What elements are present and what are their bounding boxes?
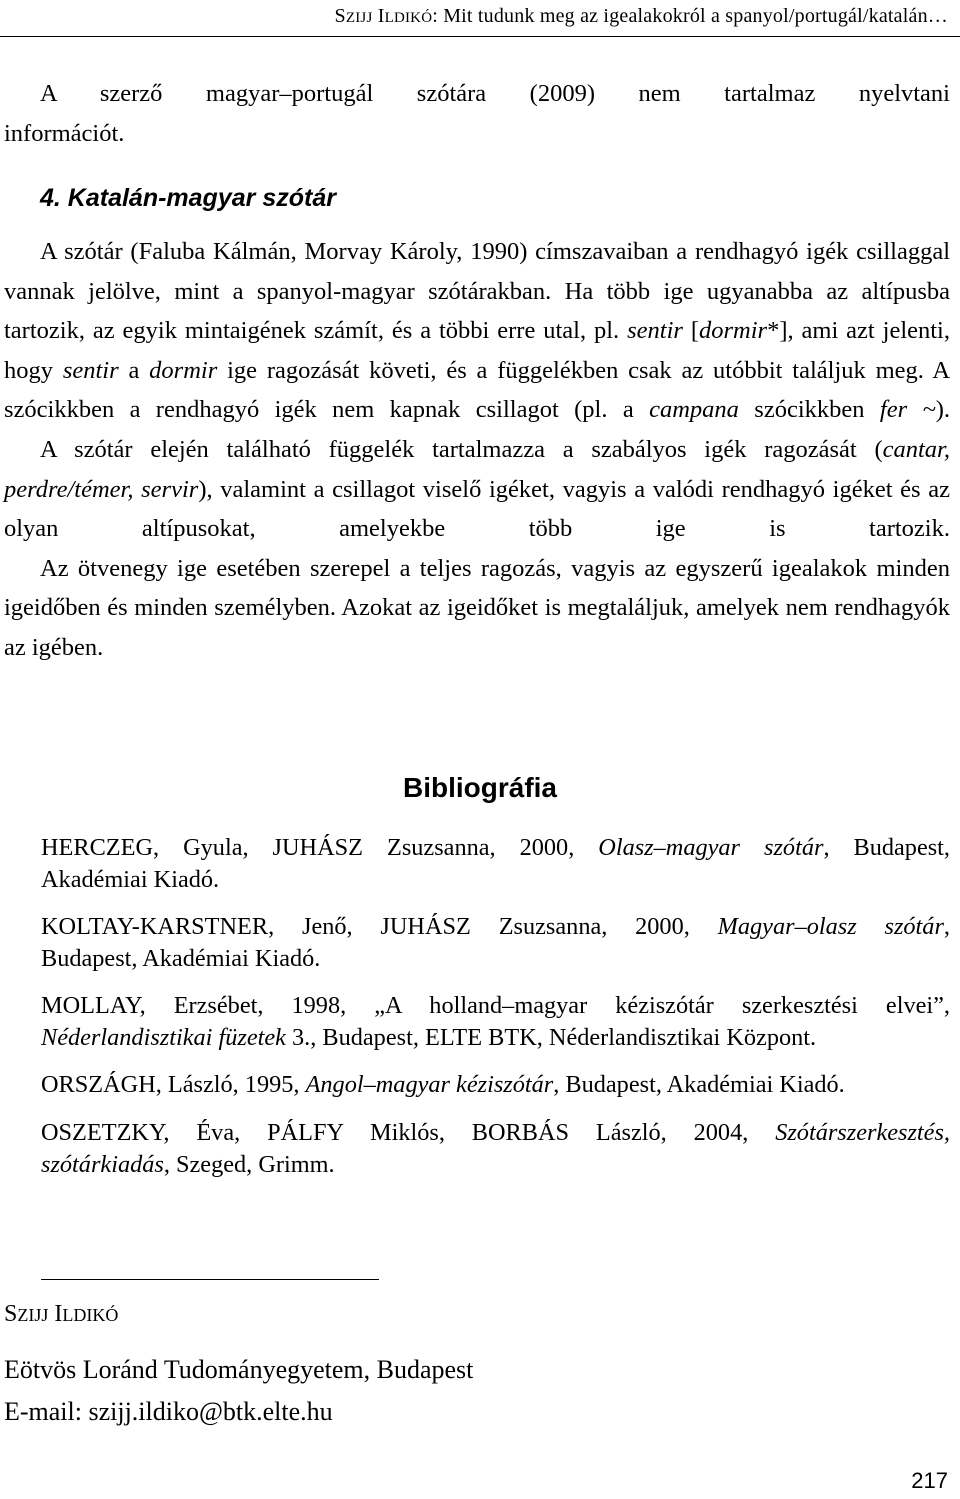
paragraph-3: Az ötvenegy ige esetében szerepel a teljes ragozás, vagyis az egyszerű igealakok minden igeidőben és minden személyben. Azokat az igeidőket is megtaláljuk, amelyek nem rendhagyók az igében. xyxy=(4,554,950,661)
para2-start: A szótár elején található függelék tartalmazza a szabályos igék ragozását ( xyxy=(40,435,883,463)
para1-sentence-1: A szótár (Faluba Kálmán, Morvay Károly, 1990) címszavaiban a rendhagyó igék csillaggal vannak jelölve, mint a spanyol-magyar szótárakban. xyxy=(4,238,950,305)
bib3-rest: 3., Budapest, ELTE BTK, Néderlandisztikai Központ. xyxy=(285,1024,817,1051)
bib4-title: Angol–magyar kéziszótár xyxy=(305,1071,554,1098)
intro-paragraph xyxy=(4,74,950,153)
para1-sentence-2: Ha több ige ugyanabba az altípusba tartozik, az egyik mintaigének számít, és a többi erre utal, pl. xyxy=(4,277,950,345)
para1-end: ). xyxy=(935,396,951,424)
author-rest-2: LDIKÓ xyxy=(62,1305,119,1325)
bib5-title-2: szótárkiadás xyxy=(41,1151,164,1178)
bib-entry-4 xyxy=(41,1069,950,1101)
bib4-authors: ORSZÁGH, László, 1995, xyxy=(41,1071,300,1098)
term-campana: campana xyxy=(649,396,739,424)
bib-entry-5 xyxy=(41,1117,950,1181)
header-rule xyxy=(0,36,960,37)
term-sentir-2: sentir xyxy=(62,356,119,384)
bib1-title: Olasz–magyar szótár xyxy=(598,834,824,861)
bib1-place: , Budapest, xyxy=(823,834,951,861)
para2-end: ), valamint a csillagot viselő igéket, vagyis a valódi rendhagyó igéket és az olyan altípusokat, amelyekbe több ige is tartozik. xyxy=(4,475,950,543)
term-dormir: dormir xyxy=(699,317,768,345)
intro-line-2: információt. xyxy=(4,119,125,147)
author-rest: ZIJJ xyxy=(17,1305,49,1325)
bib2-authors: KOLTAY-KARSTNER, Jenő, JUHÁSZ Zsuzsanna, 2000, xyxy=(41,913,690,940)
bib1-authors: HERCZEG, Gyula, JUHÁSZ Zsuzsanna, 2000, xyxy=(41,834,575,861)
header-author-rest: ZIJJ xyxy=(345,10,373,26)
para1-a: a xyxy=(128,356,140,384)
page-number: 217 xyxy=(911,1468,948,1493)
affiliation: Eötvös Loránd Tudományegyetem, Budapest xyxy=(4,1355,474,1384)
bib-entry-3 xyxy=(41,990,950,1054)
header-title: : Mit tudunk meg az igealakokról a spanyol/portugál/katalán… xyxy=(432,5,948,27)
bib5-title-1: Szótárszerkesztés, xyxy=(775,1119,950,1146)
email-address: E-mail: szijj.ildiko@btk.elte.hu xyxy=(4,1397,333,1426)
header-author-initial2: I xyxy=(377,5,385,27)
term-model-verbs: cantar, perdre/témer, servir xyxy=(4,435,950,503)
para1-bracket: [ xyxy=(682,317,699,345)
main-text xyxy=(4,232,950,668)
signature-rule xyxy=(41,1279,379,1280)
paragraph-1 xyxy=(4,232,950,430)
bib5-authors: OSZETZKY, Éva, PÁLFY Miklós, BORBÁS László, 2004, xyxy=(41,1119,749,1146)
bibliography-title: Bibliográfia xyxy=(402,772,557,803)
running-header xyxy=(335,2,948,32)
term-dormir-2: dormir xyxy=(149,356,218,384)
bib3-line-1: MOLLAY, Erzsébet, 1998, „A holland–magyar kéziszótár szerkesztési elvei”, xyxy=(41,992,950,1019)
bib5-publisher: , Szeged, Grimm. xyxy=(163,1151,335,1178)
intro-line-1: A szerző magyar–portugál szótára (2009) nem tartalmaz nyelvtani xyxy=(40,80,950,107)
bib-entry-2 xyxy=(41,911,950,975)
header-author-rest2: LDIKÓ xyxy=(384,10,433,26)
section-heading: 4. Katalán-magyar szótár xyxy=(40,184,336,212)
bib4-publisher: , Budapest, Akadémiai Kiadó. xyxy=(553,1071,845,1098)
bib1-publisher: Akadémiai Kiadó. xyxy=(41,866,220,893)
paragraph-2 xyxy=(4,430,950,549)
author-signature xyxy=(4,1296,118,1333)
bib2-title: Magyar–olasz szótár xyxy=(717,913,944,940)
author-initial-2: I xyxy=(54,1301,63,1327)
bib2-publisher: Budapest, Akadémiai Kiadó. xyxy=(41,945,321,972)
bib2-comma: , xyxy=(943,913,950,940)
term-sentir: sentir xyxy=(627,317,683,345)
author-initial: S xyxy=(4,1301,18,1327)
para1-szocikkben: szócikkben xyxy=(754,396,865,424)
para1-rest: ige ragozását követi, és a függelékben csak az utóbbit találjuk meg. A szócikkben a rendhagyó igék nem kapnak csillagot (pl. a xyxy=(4,356,951,424)
header-author-initial: S xyxy=(334,5,346,27)
bib3-journal: Néderlandisztikai füzetek xyxy=(41,1024,286,1051)
term-fer: fer ~ xyxy=(879,396,936,424)
bib-entry-1 xyxy=(41,832,950,896)
para1-mid: *], ami azt jelenti, hogy xyxy=(4,317,950,384)
